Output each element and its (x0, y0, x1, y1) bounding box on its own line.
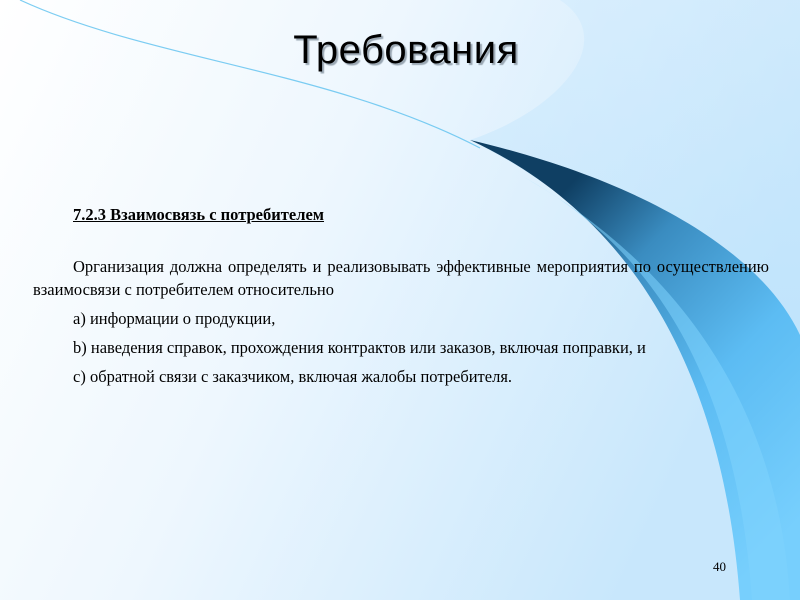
list-item-c: c) обратной связи с заказчиком, включая жалобы потребителя. (73, 367, 513, 386)
list-item-a: a) информации о продукции, (73, 309, 276, 328)
page-number: 40 (713, 559, 726, 574)
slide-title: Требования (293, 28, 519, 72)
section-heading: 7.2.3 Взаимосвязь с потребителем (73, 205, 325, 224)
list-item-b: b) наведения справок, прохождения контрактов или заказов, включая поправки, и (73, 338, 646, 357)
paragraph-intro: Организация должна определять и реализовывать эффективные мероприятия по осуществлению взаимосвязи с потребителем относительно (33, 257, 769, 299)
slide-body (33, 203, 769, 388)
